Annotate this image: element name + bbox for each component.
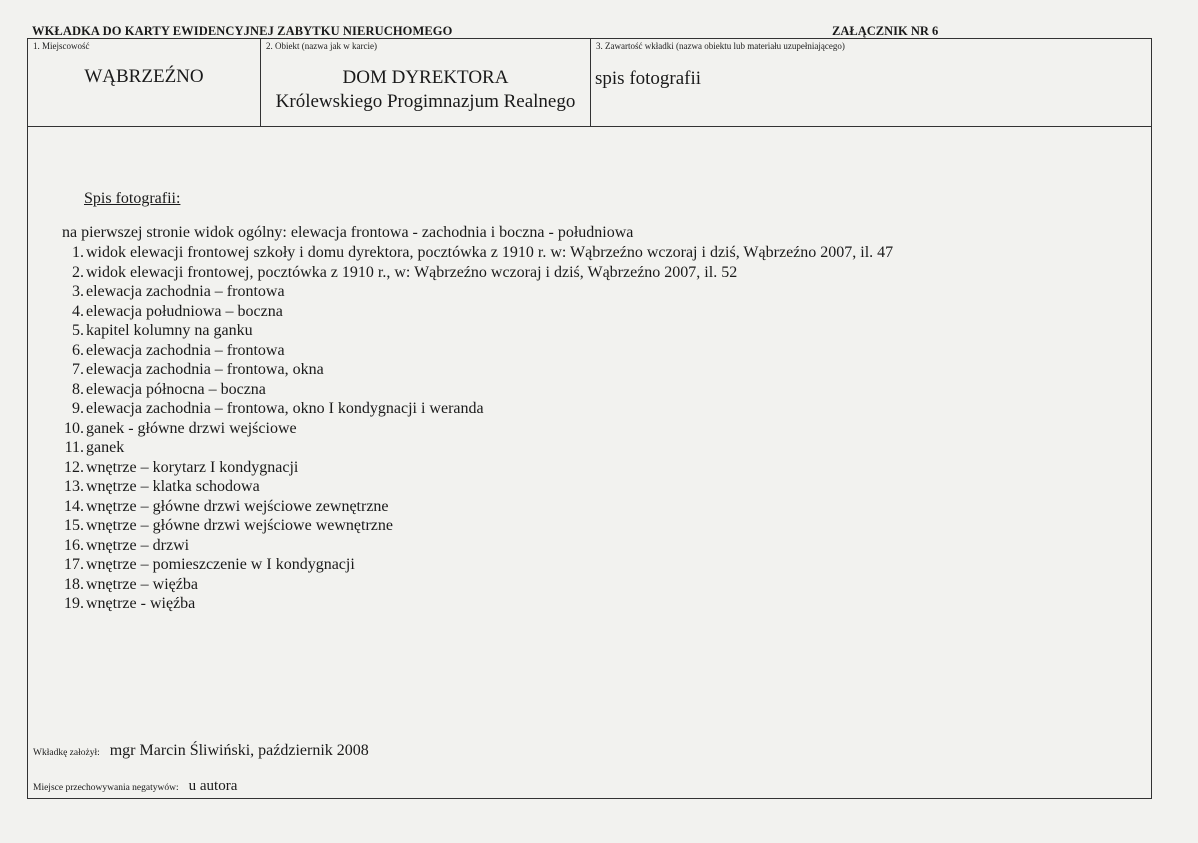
photo-item-number: 5. [72,322,84,339]
photo-item-number: 14. [64,497,84,515]
created-by-row [33,742,369,760]
photo-item-text: elewacja zachodnia – frontowa, okno I kondygnacji i weranda [86,400,484,417]
photo-list-item [52,243,893,263]
photo-list-item [52,516,893,536]
photo-item-text: wnętrze – główne drzwi wejściowe zewnętrzne [86,497,389,515]
photo-list-title: Spis fotografii: [84,190,181,207]
photo-item-number: 3. [72,283,84,300]
photo-item-text: wnętrze – drzwi [86,536,190,554]
negatives-location-label: Miejsce przechowywania negatywów: [33,783,179,793]
photo-list-item [52,594,893,614]
object-label: 2. Obiekt (nazwa jak w karcie) [266,41,377,51]
photo-item-text: ganek - główne drzwi wejściowe [86,419,297,437]
photo-item-text: wnętrze – główne drzwi wejściowe wewnętrzne [86,517,393,534]
photo-item-number: 8. [72,380,84,398]
locality-label: 1. Miejscowość [33,41,90,51]
photo-item-number: 4. [72,302,84,320]
locality-value: WĄBRZEŹNO [84,66,204,87]
header-fields-row [28,39,1151,127]
photo-item-number: 9. [72,400,84,417]
photo-item-text: wnętrze - więźba [86,595,196,612]
photo-item-text: wnętrze – więźba [86,575,198,593]
object-name-line-2: Królewskiego Progimnazjum Realnego [275,91,576,112]
photo-item-number: 12. [64,458,84,476]
photo-list-item [52,399,893,419]
photo-list-item [52,321,893,341]
photo-item-number: 10. [64,419,84,437]
photo-item-text: kapitel kolumny na ganku [86,322,253,339]
negatives-location-value: u autora [188,778,238,794]
photo-list-item [52,555,893,575]
photo-list-item [52,477,893,497]
photo-item-text: elewacja zachodnia – frontowa, okna [86,361,324,378]
photo-item-text: wnętrze – korytarz I kondygnacji [86,458,299,476]
photo-item-number: 18. [64,575,84,593]
photo-item-text: elewacja północna – boczna [86,380,266,398]
negatives-location-row [33,777,237,795]
photo-list-item [52,419,893,439]
attachment-number: ZAŁĄCZNIK NR 6 [832,24,939,38]
photo-list-item [52,536,893,556]
photo-list-item [52,458,893,478]
photo-item-number: 2. [72,263,84,281]
photo-list-item [52,282,893,302]
photo-list-item [52,263,893,283]
photo-list-item [52,380,893,400]
object-cell [261,39,591,126]
document-title: WKŁADKA DO KARTY EWIDENCYJNEJ ZABYTKU NIERUCHOMEGO [32,24,453,38]
photo-item-text: widok elewacji frontowej szkoły i domu dyrektora, pocztówka z 1910 r. w: Wąbrzeźno wczoraj i dziś, Wąbrzeźno 2007, il. 47 [86,244,894,261]
photo-list-item [52,575,893,595]
photo-item-text: widok elewacji frontowej, pocztówka z 1910 r., w: Wąbrzeźno wczoraj i dziś, Wąbrzeźno 2007, il. 52 [86,263,738,281]
photo-item-text: elewacja południowa – boczna [86,302,283,320]
photo-item-number: 16. [64,536,84,554]
created-by-value: mgr Marcin Śliwiński, październik 2008 [109,742,369,759]
photo-item-number: 7. [72,361,84,378]
photo-list-item [52,360,893,380]
photo-item-text: elewacja zachodnia – frontowa [86,341,285,359]
photo-item-number: 11. [64,439,84,456]
photo-item-text: wnętrze – pomieszczenie w I kondygnacji [86,556,355,573]
created-by-label: Wkładkę założył: [33,748,100,758]
content-cell [591,39,1151,126]
photo-item-number: 17. [64,556,84,573]
photo-item-text: wnętrze – klatka schodowa [86,478,260,495]
photo-item-number: 1. [72,244,84,261]
photo-item-text: ganek [86,439,125,456]
locality-cell [28,39,261,126]
object-value [261,66,590,114]
photo-list-intro: na pierwszej stronie widok ogólny: elewacja frontowa - zachodnia i boczna - południowa [62,224,634,241]
object-name-line-1: DOM DYREKTORA [342,67,509,88]
content-label: 3. Zawartość wkładki (nazwa obiektu lub materiału uzupełniającego) [596,41,845,51]
photo-list [52,243,893,614]
photo-item-text: elewacja zachodnia – frontowa [86,283,285,300]
photo-item-number: 13. [64,478,84,495]
photo-list-item [52,341,893,361]
photo-list-item [52,302,893,322]
photo-item-number: 6. [72,341,84,359]
photo-item-number: 19. [64,595,84,612]
photo-item-number: 15. [64,517,84,534]
photo-list-item [52,497,893,517]
photo-list-item [52,438,893,458]
content-value: spis fotografii [595,68,702,89]
